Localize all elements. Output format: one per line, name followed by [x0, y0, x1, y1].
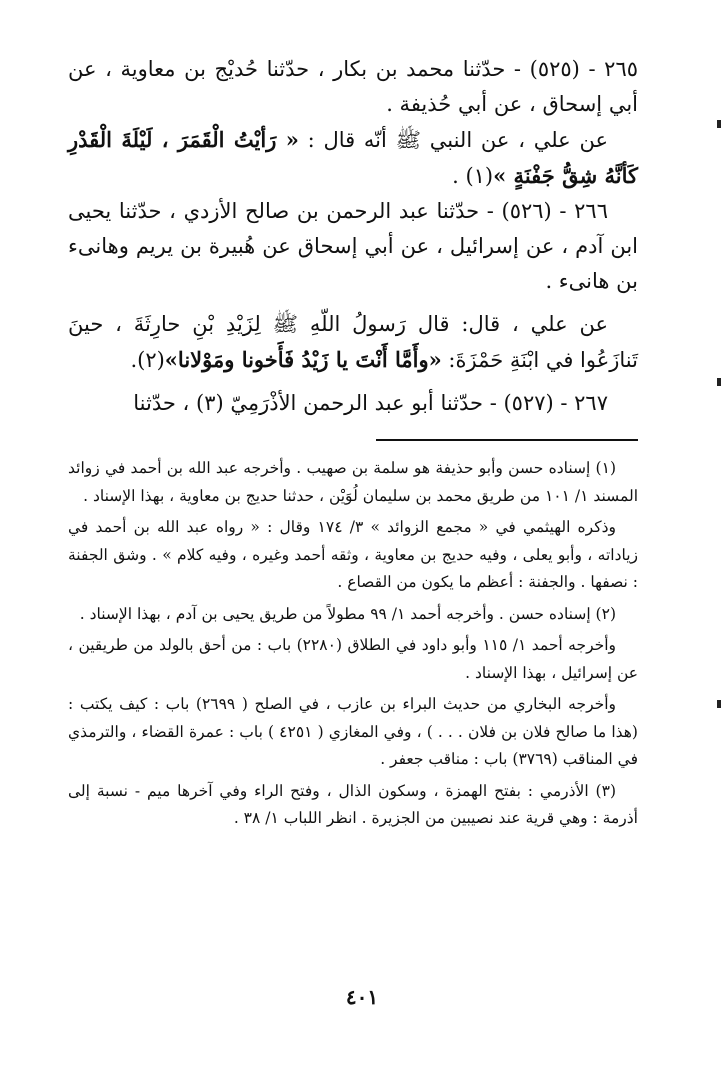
footnotes: [68, 455, 638, 833]
footnote-3: (٣) الأذرمي : بفتح الهمزة ، وسكون الذال ، وفتح الراء وفي آخرها ميم - نسبة إلى أذرمة : وهي قرية عند نصيبين من الجزيرة . انظر اللباب ١/ ٣٨ .: [68, 781, 638, 827]
footnote-2: (٢) إسناده حسن . وأخرجه أحمد ١/ ٩٩ مطولاً من طريق يحيى بن آدم ، بهذا الإسناد .: [79, 604, 616, 623]
hadith-266-quote: «وأَمَّا أَنْتَ يا زَيْدُ فَأَخونا ومَوْلانا»: [164, 347, 442, 372]
hadith-266-chain: ٢٦٦ - (٥٢٦) - حدّثنا عبد الرحمن بن صالح الأزدي ، حدّثنا يحيى ابن آدم ، عن إسرائيل ، عن أبي إسحاق عن هُبيرة بن يريم وهانىء بن هانىء .: [68, 199, 638, 293]
scan-mark: [717, 700, 721, 708]
scan-mark: [717, 120, 721, 128]
hadith-265-matn-prefix: عن علي ، عن النبي ﷺ أنّه قال :: [298, 128, 608, 152]
footnote-ref-2: (٢).: [130, 348, 165, 372]
hadith-265-quote: « رَأيْتُ الْقَمَرَ ، لَيْلَةَ الْقَدْرِ كَأنَّهُ شِقُّ جَفْنَةٍ »: [68, 127, 638, 188]
footnote-2-cont-a: وأخرجه أحمد ١/ ١١٥ وأبو داود في الطلاق (٢٢٨٠) باب : من أحق بالولد من طريقين ، عن إسرائيل ، بهذا الإسناد .: [68, 636, 638, 682]
hadith-266-matn-prefix: عن علي ، قال: قال رَسولُ اللّهِ ﷺ لِزَيْدِ بْنِ حارِثَةَ ، حينَ تَنازَعُوا في ابْنَةِ حَمْزَةَ:: [68, 312, 638, 372]
footnote-separator-wrap: [68, 439, 638, 441]
footnote-separator: [376, 439, 638, 441]
hadith-265-matn: [68, 122, 638, 194]
footnote-ref-1: (١) .: [452, 164, 494, 188]
footnote-1: (١) إسناده حسن وأبو حذيفة هو سلمة بن صهيب . وأخرجه عبد الله بن أحمد في زوائد المسند ١/ ١٠١ من طريق محمد بن سليمان لُوَيْن ، حدثنا حديج بن معاوية ، بهذا الإسناد .: [68, 459, 638, 505]
hadith-267-chain: ٢٦٧ - (٥٢٧) - حدّثنا أبو عبد الرحمن الأذْرَمِيّ (٣) ، حدّثنا: [133, 391, 608, 415]
page-body: [68, 52, 638, 833]
footnote-1-cont: وذكره الهيثمي في « مجمع الزوائد » ٣/ ١٧٤ وقال : « رواه عبد الله بن أحمد في زياداته ، وأبو يعلى ، وفيه حديج بن معاوية ، وثقه أحمد وغيره ، وفيه كلام » . وشق الجفنة : نصفها . والجفنة : أعظم ما يكون من القصاع .: [68, 518, 638, 591]
page-number: ٤٠١: [345, 985, 379, 1009]
main-text: [68, 52, 638, 421]
hadith-266-matn: [68, 307, 638, 378]
hadith-265-chain: ٢٦٥ - (٥٢٥) - حدّثنا محمد بن بكار ، حدّثنا حُديْج بن معاوية ، عن أبي إسحاق ، عن أبي حُذيفة .: [68, 57, 639, 116]
footnote-2-cont-b: وأخرجه البخاري من حديث البراء بن عازب ، في الصلح ( ٢٦٩٩) باب : كيف يكتب : (هذا ما صالح فلان بن فلان . . . ) ، وفي المغازي ( ٤٢٥١ ) باب : عمرة القضاء ، والترمذي في المناقب (٣٧٦٩) باب : مناقب جعفر .: [68, 695, 638, 768]
scan-mark: [717, 378, 721, 386]
